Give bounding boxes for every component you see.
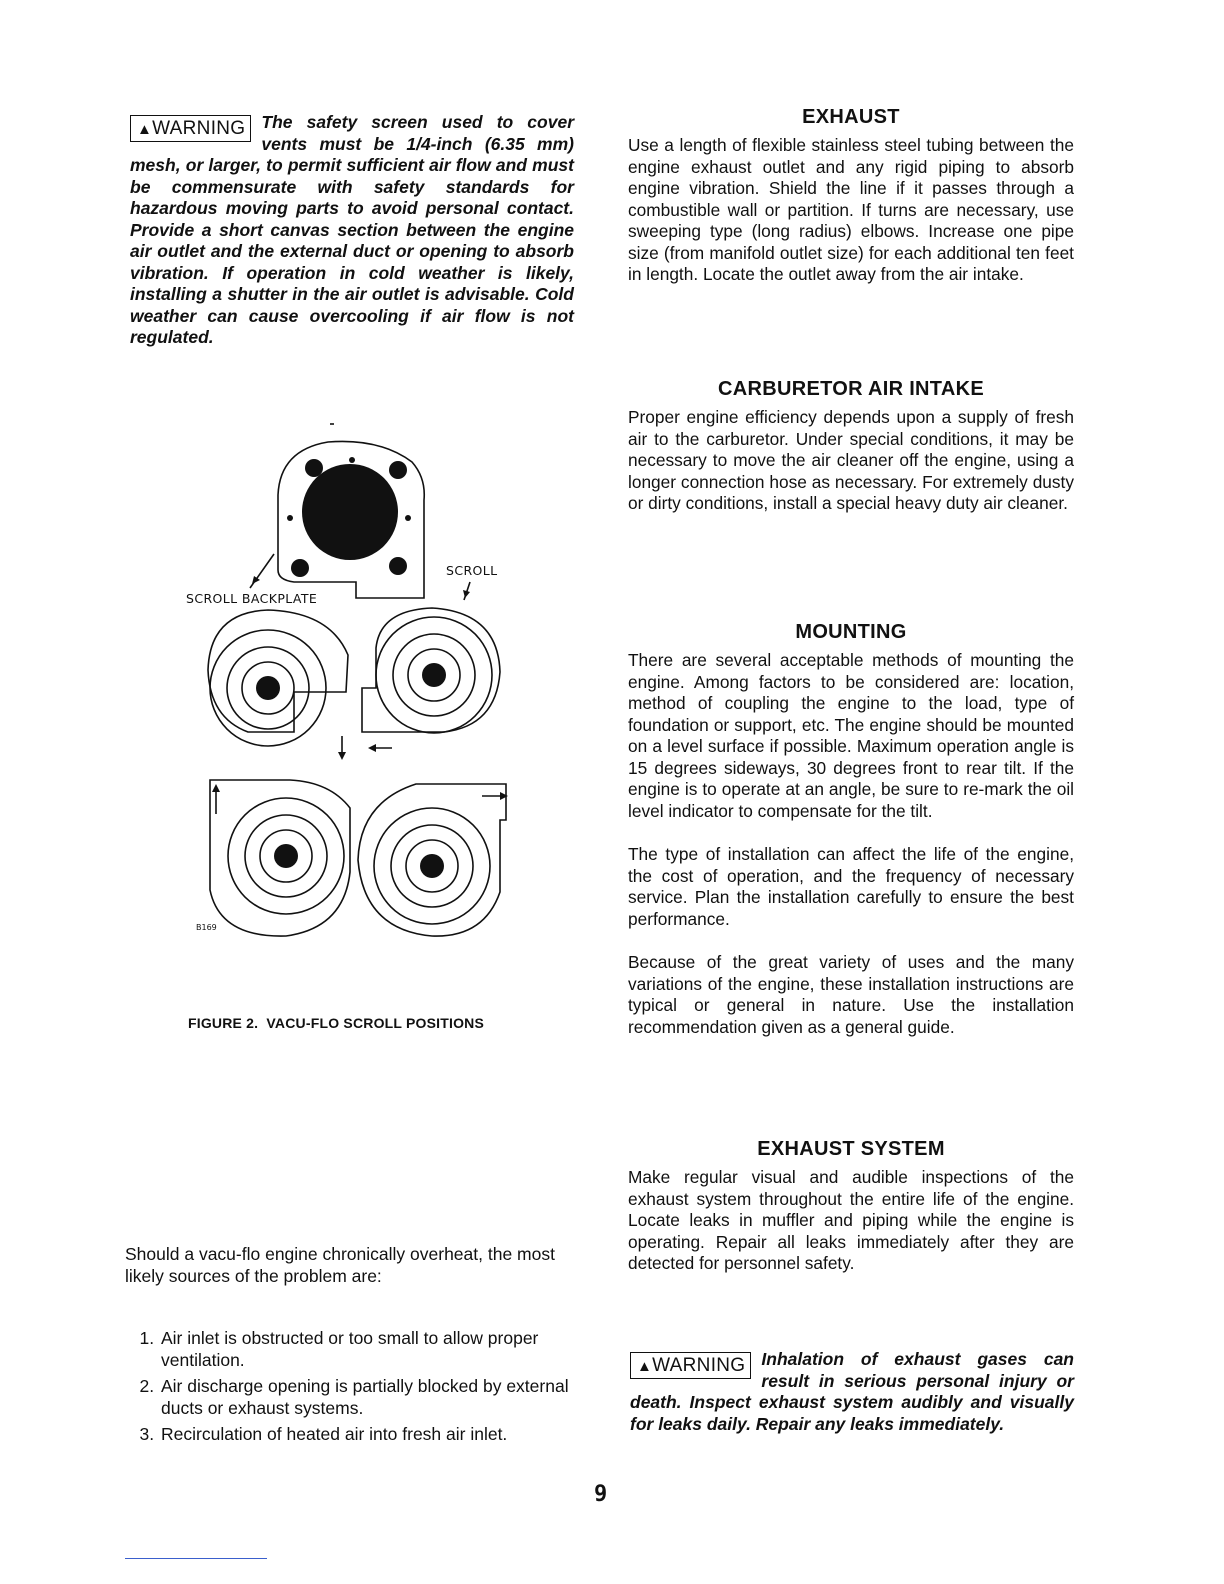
- overheat-causes-list: [125, 1327, 571, 1445]
- figure-caption: FIGURE 2. VACU-FLO SCROLL POSITIONS: [188, 1015, 485, 1031]
- warning-badge: ▲WARNING: [630, 1352, 751, 1379]
- mounting-paragraph-1: There are several acceptable methods of mounting the engine. Among factors to be considered are: location, method of coupling the engine to the load, type of foundation or support, etc. The engine should be mounted on a level surface if possible. Maximum operation angle is 15 degrees sideways, 30 degrees front to rear tilt. If the engine is to operate at an angle, be sure to re-mark the oil level indicator to compensate for the tilt.: [628, 650, 1074, 821]
- scroll-position-1: [208, 610, 348, 732]
- carburetor-title: CARBURETOR AIR INTAKE: [718, 378, 984, 400]
- warning-bottom: [630, 1349, 1074, 1435]
- warning-text: The safety screen used to cover vents must be 1/4-inch (6.35 mm) mesh, or larger, to permit sufficient air flow and must be commensurate with safety standards for hazardous moving parts to avoid personal contact. Provide a short canvas section between the engine air outlet and the external duct or opening to absorb vibration. If operation in cold weather is likely, installing a shutter in the air outlet is advisable. Cold weather can cause overcooling if air flow is not regulated.: [130, 112, 574, 347]
- exhaust-section: [628, 106, 1074, 286]
- exhaust-title: EXHAUST: [802, 106, 900, 128]
- overheat-intro: Should a vacu-flo engine chronically overheat, the most likely sources of the problem are:: [125, 1244, 555, 1286]
- warning-triangle-icon: ▲: [137, 121, 153, 138]
- warning-triangle-icon: ▲: [637, 1358, 653, 1375]
- carburetor-text: Proper engine efficiency depends upon a supply of fresh air to the carburetor. Under special conditions, it may be necessary to move the air cleaner off the engine, using a longer connection hose as necessary. For extremely dusty or dirty conditions, install a special heavy duty air cleaner.: [628, 407, 1074, 513]
- list-item: 2. Air discharge opening is partially blocked by external ducts or exhaust systems.: [159, 1375, 571, 1419]
- mounting-title: MOUNTING: [795, 621, 907, 643]
- mounting-paragraph-2: The type of installation can affect the life of the engine, the cost of operation, and the frequency of necessary service. Plan the installation carefully to ensure the best performance.: [628, 844, 1074, 929]
- exhaust-system-text: Make regular visual and audible inspections of the exhaust system throughout the entire life of the engine. Locate leaks in muffler and piping while the engine is operating. Repair all leaks immediately after they are detected for personnel safety.: [628, 1167, 1074, 1273]
- carburetor-section: [628, 378, 1074, 515]
- overheat-section: [125, 1243, 571, 1449]
- page-number: 9: [594, 1482, 608, 1507]
- fan-hub: [302, 464, 398, 560]
- footer-rule: [125, 1558, 267, 1559]
- figure-code: B169: [196, 923, 217, 932]
- warning-badge: ▲WARNING: [130, 115, 251, 142]
- vacu-flo-scroll-figure: [180, 420, 520, 950]
- list-item: 1. Air inlet is obstructed or too small to allow proper ventilation.: [159, 1327, 571, 1371]
- mounting-paragraph-3: Because of the great variety of uses and the many variations of the engine, these installation instructions are typical or general in nature. Use the installation recommendation given as a general guide.: [628, 952, 1074, 1037]
- mounting-section: [628, 621, 1074, 1038]
- scroll-backplate-label: SCROLL BACKPLATE: [186, 591, 318, 606]
- exhaust-system-title: EXHAUST SYSTEM: [757, 1138, 945, 1160]
- list-item: 3. Recirculation of heated air into fresh air inlet.: [159, 1423, 571, 1445]
- warning-top: [130, 112, 574, 349]
- exhaust-system-section: [628, 1138, 1074, 1275]
- warning-text: Inhalation of exhaust gases can result in serious personal injury or death. Inspect exhaust system audibly and visually for leaks daily. Repair any leaks immediately.: [630, 1349, 1074, 1434]
- scroll-label: SCROLL: [446, 563, 498, 578]
- exhaust-text: Use a length of flexible stainless steel tubing between the engine exhaust outlet and any rigid piping to absorb engine vibration. Shield the line if it passes through a combustible wall or partition. If turns are necessary, use sweeping type (long radius) elbows. Increase one pipe size (from manifold outlet size) for each additional ten feet in length. Locate the outlet away from the air intake.: [628, 135, 1074, 284]
